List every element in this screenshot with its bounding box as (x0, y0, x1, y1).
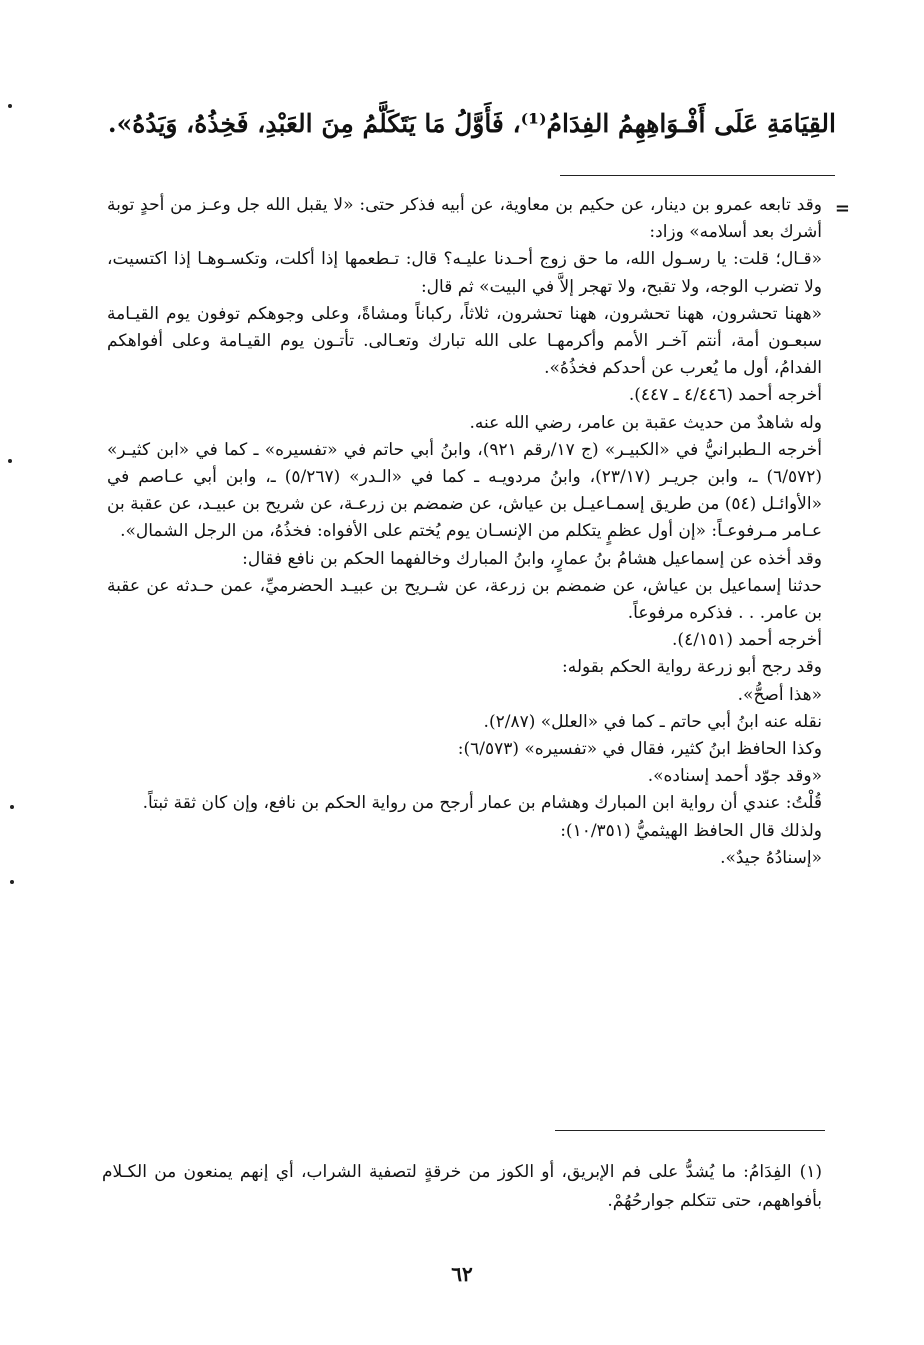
paragraph: وكذا الحافظ ابنُ كثير، فقال في «تفسيره» (٦/٥٧٣): (457, 739, 822, 760)
paragraph: «قـال؛ قلت: يا رسـول الله، ما حق زوج أحـدنا عليـه؟ قال: تـطعمها إذا أكلت، وتكسـوهـا إذا اكتسيت، ولا تضرب الوجه، ولا تقبح، ولا تهجر إلاَّ في البيت» ثم قال: (107, 249, 822, 297)
scan-speck (10, 805, 14, 809)
paragraph: نقله عنه ابنُ أبي حاتم ـ كما في «العلل» (٢/٨٧). (483, 711, 822, 732)
paragraph: أخرجه أحمد (٤/١٥١). (672, 630, 822, 651)
paragraph: «ههنا تحشرون، ههنا تحشرون، ههنا تحشرون، ثلاثاً، ركباناً ومشاةً، وعلى وجوهكم توفون يوم القيـامة سبعـون أمة، أنتم آخـر الأمم وأكرمهـا على الله تبارك وتعـالى. تأتـون يوم القيـامة وعلى أفواهكم الفدامُ، أول ما يُعرب عن أحدكم فخذُهُ». (107, 303, 822, 379)
paragraph: أخرجه أحمد (٤/٤٤٦ ـ ٤٤٧). (628, 385, 822, 406)
paragraph: حدثنا إسماعيل بن عياش، عن ضمضم بن زرعة، عن شـريح بن عبيـد الحضرميِّ، عمن حـدثه عن عقبة بن عامر. . . فذكره مرفوعاً. (107, 575, 822, 624)
paragraph: أخرجه الـطبرانيُّ في «الكبيـر» (ج ١٧/رقم ٩٢١)، وابنُ أبي حاتم في «تفسيره» ـ كما في «ابن كثيـر» (٦/٥٧٢) ـ، وابن جريـر (٢٣/١٧)، وابنُ مردويـه ـ كما في «الـدر» (٥/٢٦٧) ـ، وابن أبي عـاصم في «الأوائـل (٥٤) من طريق إسمـاعيـل بن عياش، عن ضمضم بن زرعـة، عن شريح بن عبيـد، عن عقبة بن عـامر مـرفوعـاً: «إن أول عظمٍ يتكلم من الإنسـان يوم يُختم على الأفواه: فخذُهُ، من الرجل الشمال». (107, 439, 823, 542)
paragraph: وقد تابعه عمرو بن دينار، عن حكيم بن معاوية، عن أبيه فذكر حتى: «لا يقبل الله جل وعـز من أحدٍ توبة أشرك بعد أسلامه» وزاد: (107, 195, 822, 243)
paragraph: «هذا أصحُّ». (737, 684, 822, 705)
footnote (102, 1158, 822, 1216)
scan-speck (8, 104, 12, 108)
footnote-number: (١) (799, 1162, 822, 1182)
continuation-mark: = (834, 198, 850, 219)
paragraph: وقد رجح أبو زرعة رواية الحكم بقوله: (562, 657, 822, 678)
footnote-text: الفِدَامُ: ما يُشدُّ على فم الإبريق، أو الكوز من خرقةٍ لتصفية الشراب، أي إنهم يمنعون من الكـلام بأفواههم، حتى تتكلم جوارحُهُمْ. (102, 1162, 822, 1211)
paragraph: «إسنادُهُ جيدٌ». (720, 847, 822, 868)
paragraph: وله شاهدٌ من حديث عقبة بن عامر، رضي الله عنه. (469, 412, 822, 433)
paragraph: «وقد جوّد أحمد إسناده». (647, 766, 822, 787)
paragraph: ولذلك قال الحافظ الهيثميُّ (١٠/٣٥١): (560, 820, 822, 841)
commentary-body (107, 192, 822, 872)
separator-rule (560, 175, 835, 176)
scan-speck (10, 880, 14, 884)
page-number: ٦٢ (451, 1262, 473, 1286)
hadith-ending-text: القِيَامَةِ عَلَى أَفْـوَاهِهِمُ الفِدَامُ⁽¹⁾، فَأَوَّلُ مَا يَتَكَلَّمُ مِنَ العَبْدِ، فَخِذُهُ، وَيَدُهُ». (107, 109, 836, 138)
paragraph: قُلْتُ: عندي أن رواية ابن المبارك وهشام بن عمار أرجح من رواية الحكم بن نافع، وإن كان ثقة ثبتاً. (142, 793, 822, 814)
scan-speck (8, 459, 12, 463)
footnote-separator-rule (555, 1130, 825, 1131)
paragraph: وقد أخذه عن إسماعيل هشامُ بنُ عمارٍ، وابنُ المبارك وخالفهما الحكم بن نافع فقال: (242, 548, 822, 569)
